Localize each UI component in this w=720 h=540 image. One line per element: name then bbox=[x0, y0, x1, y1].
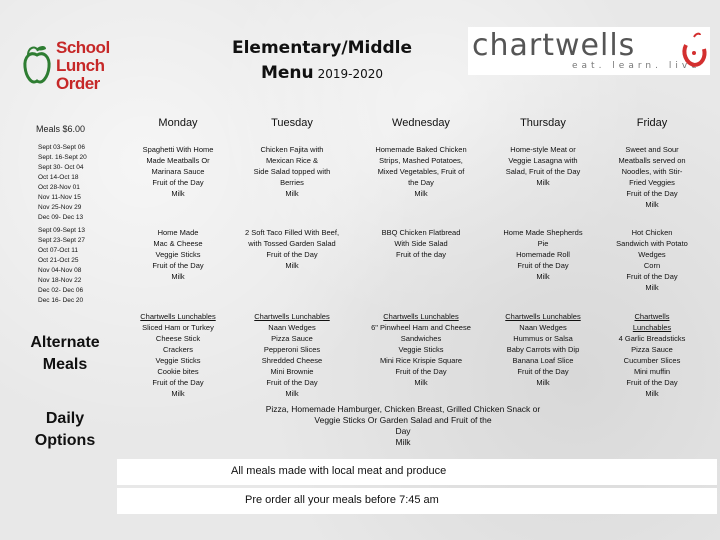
meal-line: Fruit of the Day bbox=[626, 378, 678, 387]
week2-wednesday-meal bbox=[356, 227, 486, 260]
meal-line: Crackers bbox=[162, 345, 193, 354]
meal-line: Pepperoni Slices bbox=[263, 345, 321, 354]
week1-date-range: Sept 30- Oct 04 bbox=[38, 164, 84, 171]
meal-line: Wedges bbox=[638, 250, 666, 259]
meal-line: Milk bbox=[171, 272, 185, 281]
meal-line: Home Made bbox=[157, 228, 199, 237]
meal-line: Fruit of the Day bbox=[152, 261, 204, 270]
meals-price: Meals $6.00 bbox=[36, 124, 86, 134]
meal-line: Naan Wedges bbox=[519, 323, 567, 332]
day-header-friday: Friday bbox=[636, 117, 668, 129]
meal-line: Mixed Vegetables, Fruit of bbox=[377, 167, 465, 176]
meal-line: Fruit of the Day bbox=[626, 272, 678, 281]
meal-line: Milk bbox=[536, 178, 550, 187]
alternate-wednesday-meal bbox=[356, 311, 486, 388]
day-header-tuesday: Tuesday bbox=[271, 117, 313, 129]
title-line1: Elementary/Middle bbox=[231, 38, 413, 58]
week2-date-range: Oct 07-Oct 11 bbox=[38, 247, 78, 254]
meal-line: Milk bbox=[285, 189, 299, 198]
week1-date-range: Oct 14-Oct 18 bbox=[38, 174, 79, 181]
meal-line: Fruit of the Day bbox=[266, 378, 318, 387]
week1-friday-meal bbox=[602, 144, 702, 210]
daily-line: Pizza, Homemade Hamburger, Chicken Breast, Grilled Chicken Snack or bbox=[265, 404, 541, 414]
meal-line: Mexican Rice & bbox=[265, 156, 319, 165]
meal-line: Milk bbox=[645, 200, 659, 209]
daily-options-text bbox=[238, 404, 568, 448]
week2-dates bbox=[38, 226, 85, 306]
meal-line: 2 Soft Taco Filled With Beef, bbox=[244, 228, 340, 237]
meal-line: Fruit of the Day bbox=[626, 189, 678, 198]
alternate-friday-meal bbox=[602, 311, 702, 399]
meal-line: Home Made Shepherds bbox=[503, 228, 583, 237]
meal-line: Fruit of the Day bbox=[266, 250, 318, 259]
meal-title: Chartwells Lunchables bbox=[254, 312, 330, 321]
meal-line: Veggie Sticks bbox=[155, 250, 201, 259]
meal-line: Milk bbox=[645, 389, 659, 398]
alternate-label-line1: Alternate bbox=[30, 334, 100, 351]
week1-date-range: Nov 11-Nov 15 bbox=[38, 194, 81, 201]
daily-options-label bbox=[30, 408, 100, 452]
title-year: 2019-2020 bbox=[317, 67, 384, 81]
meal-line: Sweet and Sour bbox=[625, 145, 679, 154]
meal-line: Noodles, with Stir- bbox=[621, 167, 683, 176]
meal-line: Homemade Baked Chicken bbox=[375, 145, 467, 154]
meal-line: Veggie Lasagna with bbox=[508, 156, 578, 165]
day-header-monday: Monday bbox=[158, 117, 198, 129]
meal-line: Milk bbox=[536, 378, 550, 387]
meal-line: Mac & Cheese bbox=[153, 239, 203, 248]
daily-label-line2: Options bbox=[34, 432, 96, 449]
meal-line: Milk bbox=[645, 283, 659, 292]
meal-line: Fruit of the Day bbox=[517, 261, 569, 270]
meal-line: Corn bbox=[643, 261, 661, 270]
meal-line: Meatballs served on bbox=[618, 156, 686, 165]
title-line2 bbox=[222, 63, 422, 83]
meal-line: Fruit of the Day bbox=[517, 367, 569, 376]
week2-thursday-meal bbox=[488, 227, 598, 282]
chartwells-tagline: eat. learn. live bbox=[572, 61, 701, 71]
logo-word-lunch: Lunch bbox=[56, 56, 105, 75]
meal-line: Salad, Fruit of the Day bbox=[505, 167, 581, 176]
meal-line: Veggie Sticks bbox=[155, 356, 201, 365]
meal-line: Milk bbox=[285, 389, 299, 398]
chartwells-name: chartwells bbox=[472, 28, 636, 63]
meal-line: Berries bbox=[280, 178, 304, 187]
school-lunch-order-logo bbox=[22, 33, 140, 99]
meal-line: With Side Salad bbox=[394, 239, 448, 248]
meal-line: BBQ Chicken Flatbread bbox=[381, 228, 461, 237]
meal-title: Chartwells Lunchables bbox=[632, 312, 672, 332]
logo-word-order: Order bbox=[56, 74, 100, 93]
meal-title: Chartwells Lunchables bbox=[505, 312, 581, 321]
meal-line: 4 Garlic Breadsticks bbox=[618, 334, 686, 343]
week2-date-range: Dec 16- Dec 20 bbox=[38, 297, 84, 304]
week2-friday-meal bbox=[602, 227, 702, 293]
alternate-monday-meal bbox=[120, 311, 236, 399]
week2-date-range: Sept 09-Sept 13 bbox=[38, 227, 85, 234]
week1-date-range: Sept 03-Sept 06 bbox=[38, 144, 85, 151]
meal-line: Hummus or Salsa bbox=[513, 334, 573, 343]
meal-title: Chartwells Lunchables bbox=[140, 312, 216, 321]
alternate-meals-label bbox=[30, 332, 100, 376]
meal-line: Milk bbox=[536, 272, 550, 281]
meal-line: Shredded Cheese bbox=[261, 356, 323, 365]
week2-tuesday-meal bbox=[232, 227, 352, 271]
chartwells-logo bbox=[468, 27, 710, 75]
meal-line: Mini muffin bbox=[633, 367, 671, 376]
meal-line: Milk bbox=[414, 378, 428, 387]
meal-line: the Day bbox=[408, 178, 434, 187]
meal-line: Strips, Mashed Potatoes, bbox=[379, 156, 463, 165]
meal-line: Side Salad topped with bbox=[253, 167, 331, 176]
meal-line: Cucumber Slices bbox=[623, 356, 681, 365]
week1-monday-meal bbox=[120, 144, 236, 199]
daily-label-line1: Daily bbox=[45, 410, 85, 427]
week1-date-range: Oct 28-Nov 01 bbox=[38, 184, 80, 191]
logo-word-school: School bbox=[56, 38, 110, 57]
week1-date-range: Sept. 16-Sept 20 bbox=[38, 154, 87, 161]
week2-monday-meal bbox=[120, 227, 236, 282]
title-menu: Menu bbox=[260, 63, 314, 83]
meal-line: Milk bbox=[285, 261, 299, 270]
day-header-wednesday: Wednesday bbox=[392, 117, 450, 129]
local-produce-banner: All meals made with local meat and produce bbox=[117, 459, 717, 485]
day-header-thursday: Thursday bbox=[520, 117, 566, 129]
meal-line: Sliced Ham or Turkey bbox=[142, 323, 214, 332]
week2-date-range: Nov 18-Nov 22 bbox=[38, 277, 82, 284]
meal-line: Cookie bites bbox=[157, 367, 199, 376]
meal-line: Naan Wedges bbox=[268, 323, 316, 332]
meal-line: Chicken Fajita with bbox=[260, 145, 324, 154]
meal-line: Fruit of the Day bbox=[152, 178, 204, 187]
week2-date-range: Dec 02- Dec 06 bbox=[38, 287, 84, 294]
week1-dates bbox=[38, 143, 87, 223]
week1-date-range: Nov 25-Nov 29 bbox=[38, 204, 82, 211]
meal-line: Milk bbox=[171, 389, 185, 398]
week1-wednesday-meal bbox=[356, 144, 486, 199]
daily-line: Day bbox=[395, 426, 411, 436]
meal-line: Made Meatballs Or bbox=[146, 156, 210, 165]
meal-line: Marinara Sauce bbox=[151, 167, 205, 176]
meal-line: Veggie Sticks bbox=[398, 345, 444, 354]
alternate-thursday-meal bbox=[488, 311, 598, 388]
meal-line: Fruit of the day bbox=[395, 250, 447, 259]
meal-line: Mini Brownie bbox=[270, 367, 314, 376]
meal-line: Fruit of the Day bbox=[395, 367, 447, 376]
meal-line: Sandwiches bbox=[400, 334, 442, 343]
meal-line: Homemade Roll bbox=[516, 250, 570, 259]
alternate-tuesday-meal bbox=[236, 311, 348, 399]
meal-line: Pizza Sauce bbox=[631, 345, 673, 354]
daily-line: Milk bbox=[395, 437, 411, 447]
meal-line: Fried Veggies bbox=[629, 178, 675, 187]
meal-line: Hot Chicken bbox=[631, 228, 673, 237]
meal-line: Cheese Stick bbox=[155, 334, 201, 343]
meal-line: Sandwich with Potato bbox=[616, 239, 688, 248]
alternate-label-line2: Meals bbox=[42, 356, 88, 373]
apple-icon bbox=[22, 43, 52, 89]
preorder-banner: Pre order all your meals before 7:45 am bbox=[117, 488, 717, 514]
meal-line: Milk bbox=[414, 189, 428, 198]
meal-line: Milk bbox=[171, 189, 185, 198]
meal-line: Pie bbox=[537, 239, 549, 248]
week2-date-range: Sept 23-Sept 27 bbox=[38, 237, 85, 244]
week2-date-range: Oct 21-Oct 25 bbox=[38, 257, 79, 264]
week1-date-range: Dec 09- Dec 13 bbox=[38, 214, 84, 221]
week1-tuesday-meal bbox=[236, 144, 348, 199]
week1-thursday-meal bbox=[488, 144, 598, 188]
daily-line: Veggie Sticks Or Garden Salad and Fruit of the bbox=[314, 415, 492, 425]
meal-line: Banana Loaf Slice bbox=[512, 356, 574, 365]
meal-line: Home-style Meat or bbox=[510, 145, 576, 154]
meal-line: 6" Pinwheel Ham and Cheese bbox=[371, 323, 471, 332]
meal-line: Mini Rice Krispie Square bbox=[379, 356, 463, 365]
meal-title: Chartwells Lunchables bbox=[383, 312, 459, 321]
meal-line: Fruit of the Day bbox=[152, 378, 204, 387]
week2-date-range: Nov 04-Nov 08 bbox=[38, 267, 82, 274]
meal-line: with Tossed Garden Salad bbox=[248, 239, 336, 248]
menu-title bbox=[222, 38, 422, 83]
meal-line: Spaghetti With Home bbox=[142, 145, 214, 154]
meal-line: Pizza Sauce bbox=[271, 334, 313, 343]
chartwells-swirl-icon bbox=[678, 31, 708, 76]
meal-line: Baby Carrots with Dip bbox=[506, 345, 580, 354]
